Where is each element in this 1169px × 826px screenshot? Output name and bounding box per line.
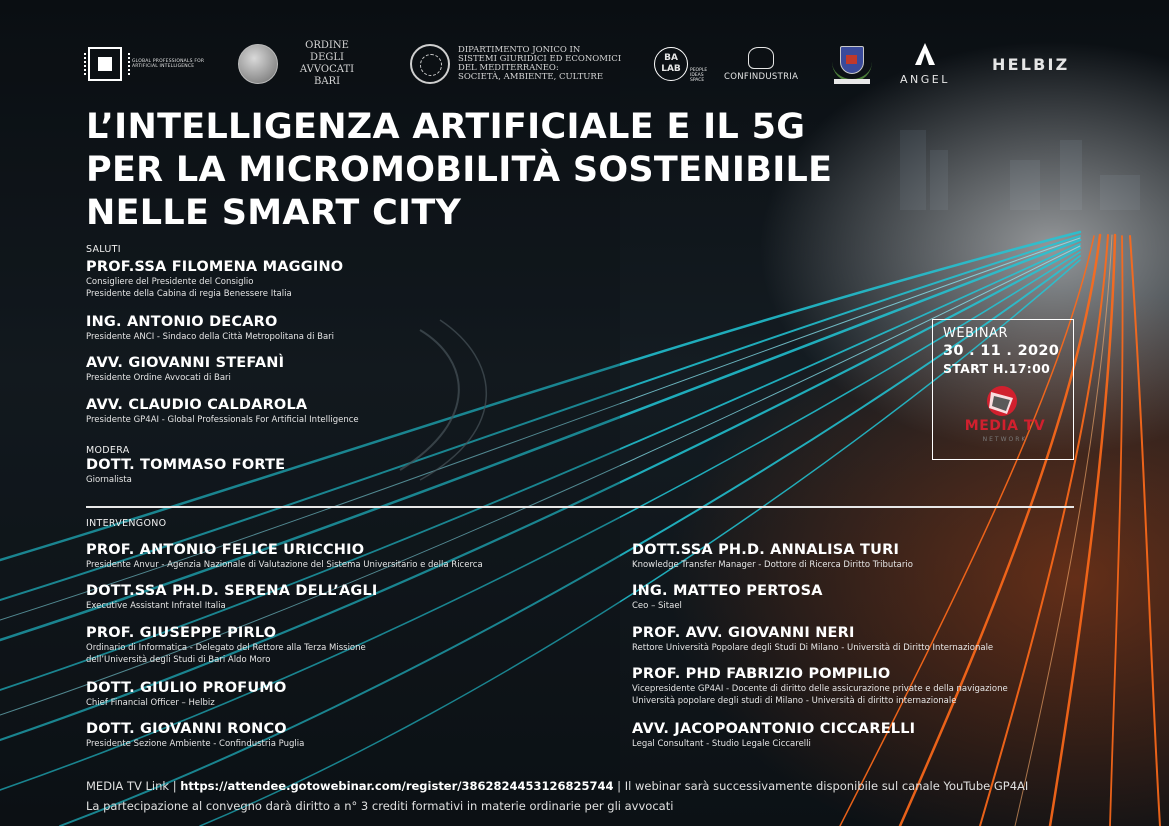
dipartimento-logo-text xyxy=(458,46,648,82)
title-prefix: L’ xyxy=(86,107,115,147)
speaker-role: Presidente Ordine Avvocati di Bari xyxy=(86,373,231,383)
balab-line-3: SPACE xyxy=(690,77,705,83)
speaker-caldarola xyxy=(86,397,606,426)
section-divider xyxy=(86,506,1074,508)
speaker-name: PROF. ANTONIO FELICE URICCHIO xyxy=(86,542,365,558)
speaker-role: Ceo – Sitael xyxy=(632,601,682,611)
speaker-neri xyxy=(632,625,1072,654)
webinar-info-box xyxy=(932,319,1074,460)
media-tv-icon xyxy=(985,384,1019,418)
crest-logo xyxy=(830,38,874,90)
balab-line-2: IDEAS xyxy=(690,72,704,78)
balab-mark-2: LAB xyxy=(661,64,681,74)
ordine-line-3: BARI xyxy=(313,76,341,87)
media-tv-name: MEDIA TV xyxy=(964,418,1046,434)
speaker-role: Executive Assistant Infratel Italia xyxy=(86,601,226,611)
speaker-role: Università popolare degli studi di Milano - Università di diritto internazionale xyxy=(632,696,957,706)
title-line-3-prefix: NELLE xyxy=(86,193,222,233)
moderator-name: DOTT. TOMMASO FORTE xyxy=(86,457,286,473)
speaker-name: DOTT.SSA PH.D. ANNALISA TURI xyxy=(632,542,900,558)
angel-a-icon xyxy=(910,43,940,69)
media-tv-logo xyxy=(955,382,1055,452)
footer-link-label: MEDIA TV Link xyxy=(86,779,170,793)
balab-mark-1: BA xyxy=(664,53,678,63)
title-highlight-ai: INTELLIGENZA ARTIFICIALE xyxy=(114,107,654,147)
footer-youtube-note: Il webinar sarà successivamente disponibile sul canale YouTube GP4AI xyxy=(624,779,1029,793)
sponsor-logo-bar xyxy=(88,38,1078,90)
speaker-ciccarelli xyxy=(632,721,1072,750)
speaker-name: DOTT. GIULIO PROFUMO xyxy=(86,680,287,696)
footer-credits: La partecipazione al convegno darà diritto a n° 3 crediti formativi in materie ordinarie per gli avvocati xyxy=(86,799,674,813)
speaker-pompilio xyxy=(632,666,1072,707)
angel-logo xyxy=(900,38,950,90)
speaker-dellagli xyxy=(86,583,626,612)
balab-circle-icon xyxy=(654,47,688,81)
confindustria-logo-text: CONFINDUSTRIA xyxy=(724,71,799,82)
intervengono-section xyxy=(86,518,166,529)
speaker-role: Presidente GP4AI - Global Professionals For Artificial Intelligence xyxy=(86,415,359,425)
speaker-name: PROF. PHD FABRIZIO POMPILIO xyxy=(632,666,891,682)
speaker-pertosa xyxy=(632,583,1072,612)
speaker-name: AVV. CLAUDIO CALDAROLA xyxy=(86,397,308,413)
speaker-role: Presidente Anvur - Agenzia Nazionale di Valutazione del Sistema Universitario e della Ricerca xyxy=(86,560,483,570)
speaker-role: Rettore Università Popolare degli Studi Di Milano - Università di Diritto Internazionale xyxy=(632,643,994,653)
speaker-role: dell’Università degli Studi di Bari Aldo Moro xyxy=(86,655,271,665)
dipartimento-jonico-logo xyxy=(410,38,648,90)
event-title xyxy=(86,106,846,235)
confindustria-logo xyxy=(724,38,798,90)
speaker-stefani xyxy=(86,355,606,384)
gp4ai-logo xyxy=(88,38,212,90)
webinar-registration-link[interactable]: https://attendee.gotowebinar.com/register/3862824453126825744 xyxy=(180,779,614,793)
speaker-uricchio xyxy=(86,542,626,571)
gp4ai-logo-text: GLOBAL PROFESSIONALS FOR ARTIFICIAL INTELLIGENCE xyxy=(132,58,205,69)
title-highlight-smart-city: SMART CITY xyxy=(221,193,462,233)
coin-emblem-icon xyxy=(238,44,278,84)
dip-line-4: SOCIETÀ, AMBIENTE, CULTURE xyxy=(458,72,604,82)
speaker-name: DOTT.SSA PH.D. SERENA DELL’AGLI xyxy=(86,583,378,599)
title-highlight-5g: 5G xyxy=(751,107,806,147)
saluti-section xyxy=(86,244,121,255)
speaker-role: Chief Financial Officer – Helbiz xyxy=(86,698,215,708)
speaker-role: Presidente della Cabina di regia Benessere Italia xyxy=(86,289,292,299)
speaker-role: Legal Consultant - Studio Legale Ciccarelli xyxy=(632,739,811,749)
speaker-name: PROF. AVV. GIOVANNI NERI xyxy=(632,625,855,641)
speaker-role: Consigliere del Presidente del Consiglio xyxy=(86,277,254,287)
speaker-name: PROF. GIUSEPPE PIRLO xyxy=(86,625,277,641)
dip-line-1: DIPARTIMENTO JONICO IN xyxy=(458,45,581,55)
balab-logo xyxy=(654,38,718,90)
moderator-role: Giornalista xyxy=(86,475,132,485)
speaker-ronco xyxy=(86,721,626,750)
dip-line-3: DEL MEDITERRANEO: xyxy=(458,63,559,73)
speaker-role: Knowledge Transfer Manager - Dottore di Ricerca Diritto Tributario xyxy=(632,560,913,570)
balab-logo-text xyxy=(690,68,718,83)
title-connector: E IL xyxy=(653,107,752,147)
speaker-name: DOTT. GIOVANNI RONCO xyxy=(86,721,287,737)
speaker-maggino xyxy=(86,259,606,300)
crest-shield-icon xyxy=(830,42,874,86)
modera-label: MODERA xyxy=(86,445,130,456)
speaker-decaro xyxy=(86,314,606,343)
helbiz-logo: HELBIZ xyxy=(992,54,1070,74)
speaker-turi xyxy=(632,542,1072,571)
ordine-line-1: ORDINE xyxy=(305,40,349,51)
university-seal-icon xyxy=(410,44,450,84)
webinar-start-time: START H.17:00 xyxy=(943,361,1051,376)
speaker-name: ING. ANTONIO DECARO xyxy=(86,314,278,330)
speaker-role: Vicepresidente GP4AI - Docente di diritto delle assicurazione private e della navigazione xyxy=(632,684,1008,694)
chip-icon xyxy=(88,47,122,81)
confindustria-mark-icon xyxy=(748,47,774,69)
footer-separator: | xyxy=(613,779,625,793)
footer xyxy=(86,776,1076,816)
title-line-2: PER LA MICROMOBILITÀ SOSTENIBILE xyxy=(86,150,833,190)
speaker-pirlo xyxy=(86,625,626,666)
media-tv-network: NETWORK xyxy=(982,436,1028,443)
saluti-label: SALUTI xyxy=(86,244,121,255)
footer-link-line xyxy=(86,776,1076,796)
speaker-role: Ordinario di Informatica - Delegato del Rettore alla Terza Missione xyxy=(86,643,366,653)
speaker-profumo xyxy=(86,680,626,709)
angel-logo-text: ANGEL xyxy=(900,72,950,86)
modera-section xyxy=(86,445,606,486)
webinar-label: WEBINAR xyxy=(943,326,1008,341)
intervengono-label: INTERVENGONO xyxy=(86,518,167,529)
ordine-logo-text xyxy=(290,40,364,88)
speaker-name: AVV. GIOVANNI STEFANÌ xyxy=(86,355,285,371)
speaker-name: ING. MATTEO PERTOSA xyxy=(632,583,823,599)
speaker-role: Presidente ANCI - Sindaco della Città Metropolitana di Bari xyxy=(86,332,335,342)
webinar-date: 30 . 11 . 2020 xyxy=(943,343,1060,359)
dip-line-2: SISTEMI GIURIDICI ED ECONOMICI xyxy=(458,54,622,64)
ordine-avvocati-logo xyxy=(238,38,364,90)
footer-separator: | xyxy=(169,779,181,793)
balab-line-1: PEOPLE xyxy=(690,67,708,73)
speaker-name: AVV. JACOPOANTONIO CICCARELLI xyxy=(632,721,916,737)
speaker-name: PROF.SSA FILOMENA MAGGINO xyxy=(86,259,344,275)
speaker-role: Presidente Sezione Ambiente - Confindustria Puglia xyxy=(86,739,305,749)
ordine-line-2: DEGLI AVVOCATI xyxy=(299,52,355,75)
